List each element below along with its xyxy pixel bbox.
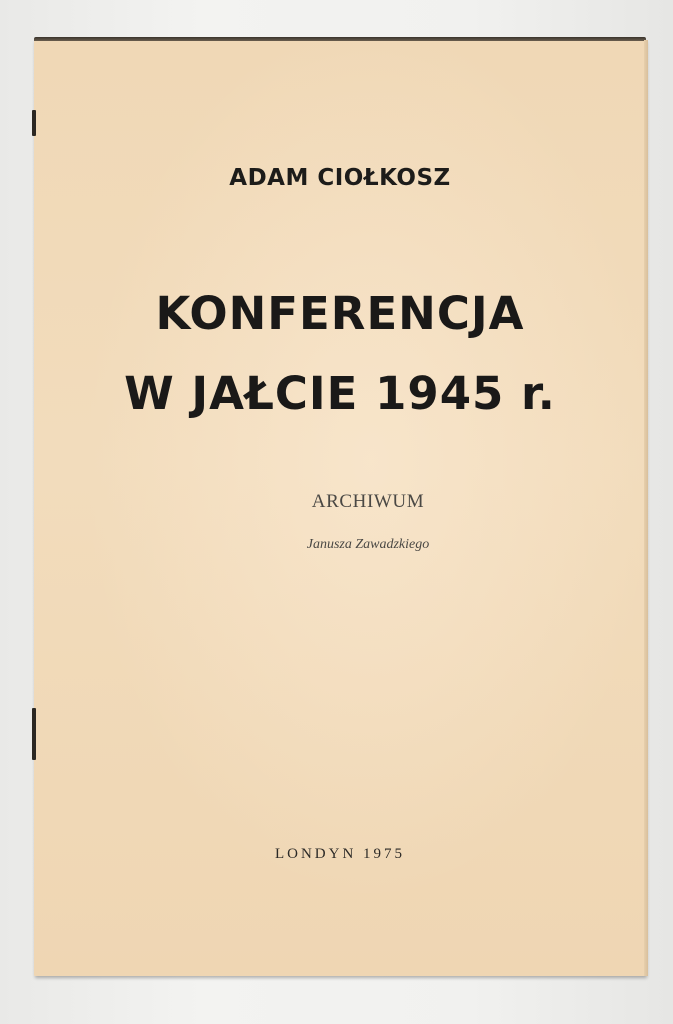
staple-bottom — [32, 708, 36, 760]
author-name: ADAM CIOŁKOSZ — [229, 165, 451, 191]
title-line-2: W JAŁCIE 1945 r. — [124, 367, 556, 420]
series-name: ARCHIWUM — [311, 491, 425, 512]
cover-top-edge — [34, 37, 646, 41]
title-line-1: KONFERENCJA — [155, 287, 525, 340]
staple-top — [32, 110, 36, 136]
booklet-cover — [34, 40, 646, 976]
series-subtitle: Janusza Zawadzkiego — [306, 537, 430, 552]
publication-place-year: LONDYN 1975 — [274, 846, 406, 862]
